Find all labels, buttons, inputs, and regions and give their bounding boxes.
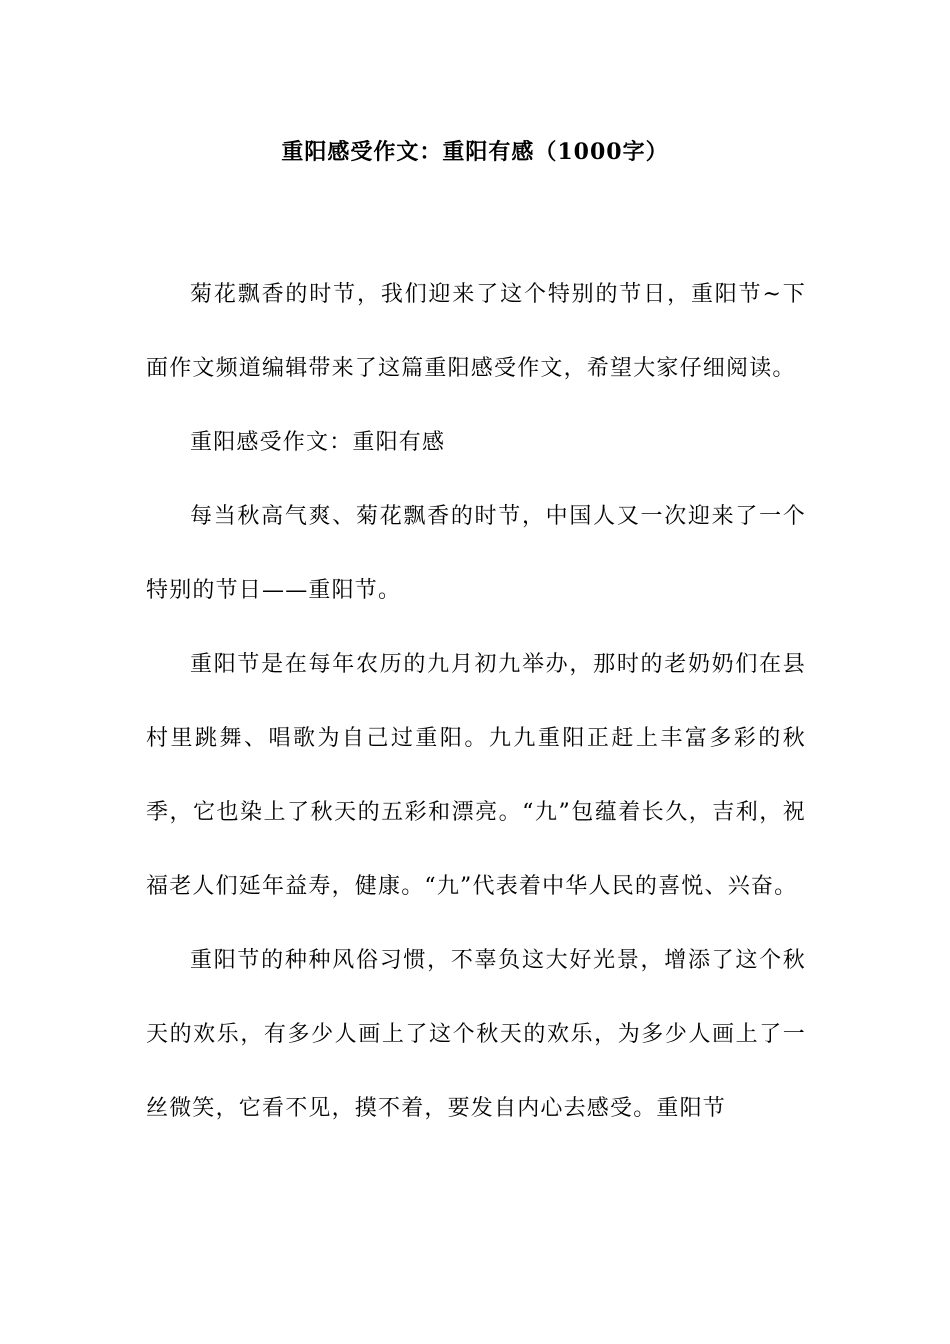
paragraph-double-ninth-meaning: 重阳节是在每年农历的九月初九举办，那时的老奶奶们在县村里跳舞、唱歌为自己过重阳。九九重阳正赶上丰富多彩的秋季，它也染上了秋天的五彩和漂亮。“九”包蕴着长久，吉利，祝福老人们延年益寿，健康。“九”代表着中华人民的喜悦、兴奋。 bbox=[146, 652, 806, 899]
document-body bbox=[146, 258, 806, 1146]
paragraph-autumn: 每当秋高气爽、菊花飘香的时节，中国人又一次迎来了一个特别的节日——重阳节。 bbox=[146, 504, 806, 603]
paragraph-customs: 重阳节的种种风俗习惯，不辜负这大好光景，增添了这个秋天的欢乐，有多少人画上了这个秋天的欢乐，为多少人画上了一丝微笑，它看不见，摸不着，要发自内心去感受。重阳节 bbox=[146, 948, 806, 1121]
document-title: 重阳感受作文：重阳有感（1000字） bbox=[281, 139, 669, 165]
paragraph-subtitle: 重阳感受作文：重阳有感 bbox=[190, 430, 446, 455]
paragraph-intro: 菊花飘香的时节，我们迎来了这个特别的节日，重阳节~下面作文频道编辑带来了这篇重阳感受作文，希望大家仔细阅读。 bbox=[146, 282, 806, 381]
